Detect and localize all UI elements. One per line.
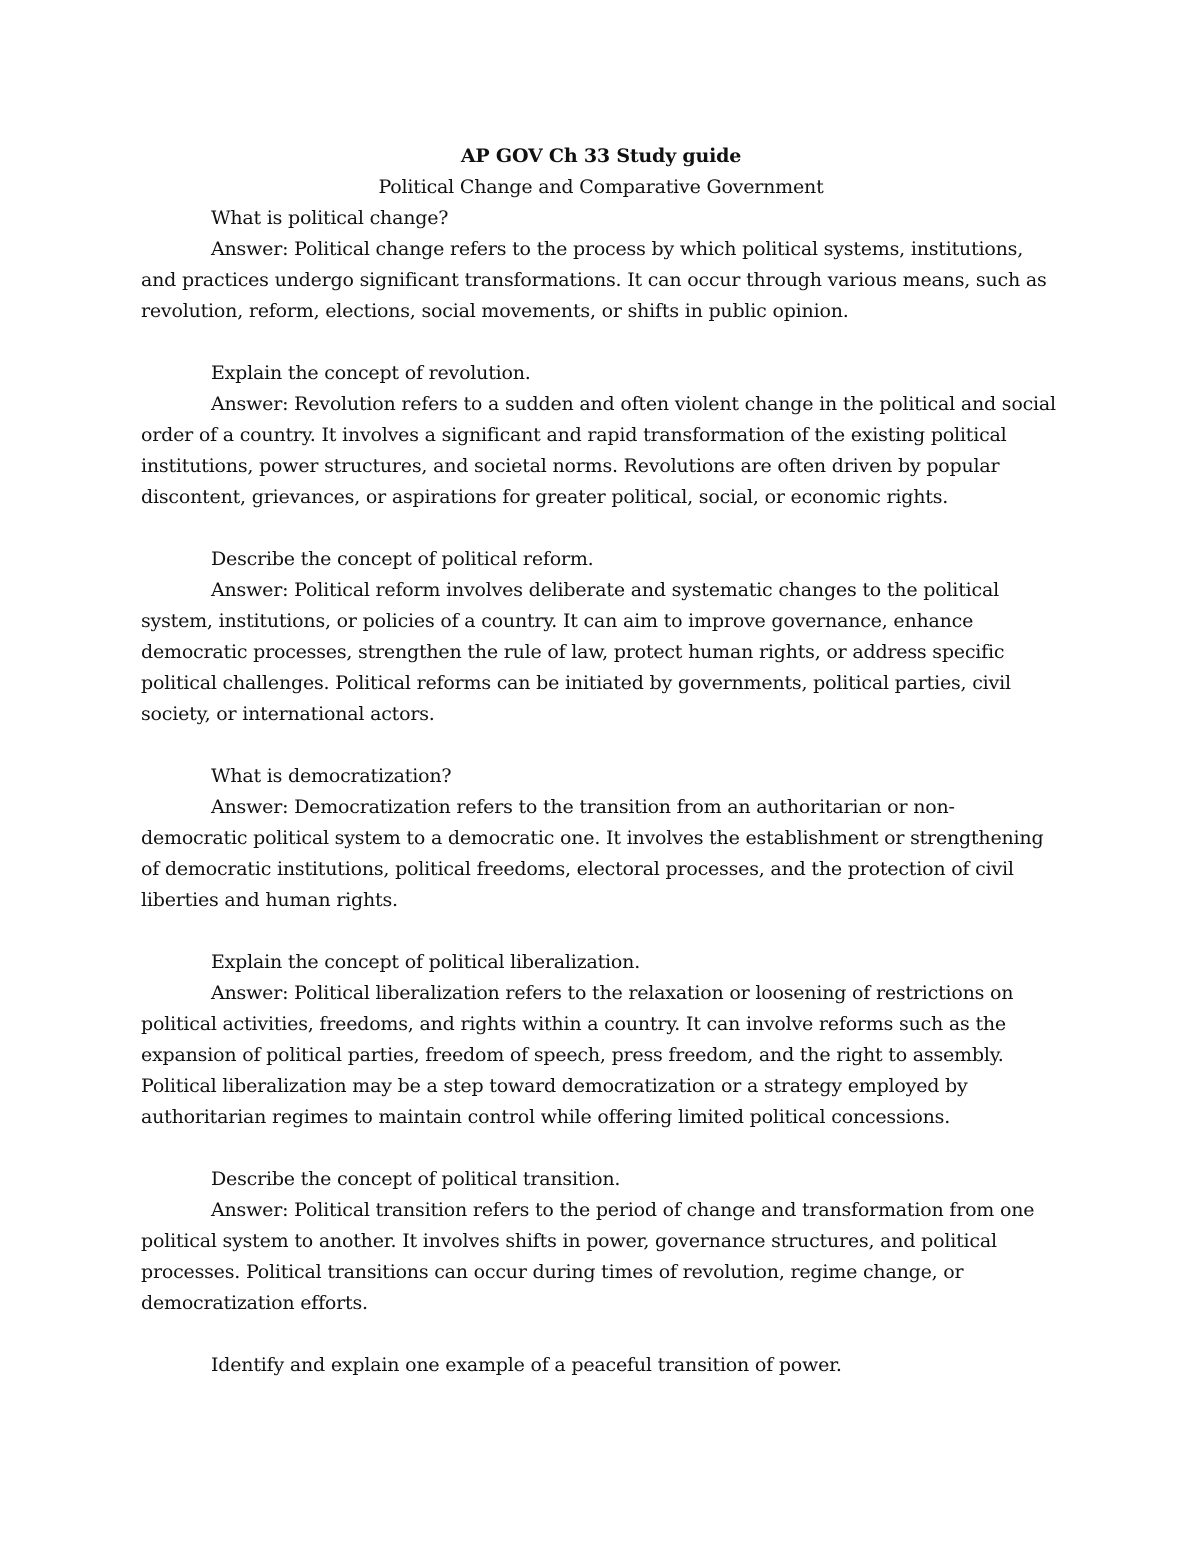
qa-section-1 — [141, 203, 1061, 327]
qa-section-7 — [141, 1350, 1061, 1381]
question-2: Explain the concept of revolution. — [211, 362, 531, 384]
question-4: What is democratization? — [211, 765, 452, 787]
answer-2: Answer: Revolution refers to a sudden and often violent change in the political and social order of a country. It involves a significant and rapid transformation of the existing political institutions, power structures, and societal norms. Revolutions are often driven by popular discontent, grievances, or aspirations for greater political, social, or economic rights. — [141, 393, 1056, 508]
answer-5: Answer: Political liberalization refers to the relaxation or loosening of restrictions on political activities, freedoms, and rights within a country. It can involve reforms such as the expansion of political parties, freedom of speech, press freedom, and the right to assembly. Political liberalization may be a step toward democratization or a strategy employed by authoritarian regimes to maintain control while offering limited political concessions. — [141, 982, 1014, 1128]
question-6: Describe the concept of political transition. — [211, 1168, 621, 1190]
qa-section-2 — [141, 358, 1061, 513]
answer-4: Answer: Democratization refers to the transition from an authoritarian or non-democratic political system to a democratic one. It involves the establishment or strengthening of democratic institutions, political freedoms, electoral processes, and the protection of civil liberties and human rights. — [141, 796, 1044, 911]
document-subtitle: Political Change and Comparative Government — [378, 176, 824, 198]
question-3: Describe the concept of political reform. — [211, 548, 594, 570]
question-1: What is political change? — [211, 207, 449, 229]
qa-section-6 — [141, 1164, 1061, 1319]
document-body — [141, 141, 1061, 1412]
document-title: AP GOV Ch 33 Study guide — [460, 145, 742, 167]
answer-3: Answer: Political reform involves deliberate and systematic changes to the political system, institutions, or policies of a country. It can aim to improve governance, enhance democratic processes, strengthen the rule of law, protect human rights, or address specific political challenges. Political reforms can be initiated by governments, political parties, civil society, or international actors. — [141, 579, 1011, 725]
answer-1: Answer: Political change refers to the process by which political systems, institutions, and practices undergo significant transformations. It can occur through various means, such as revolution, reform, elections, social movements, or shifts in public opinion. — [141, 238, 1047, 322]
qa-section-4 — [141, 761, 1061, 916]
question-5: Explain the concept of political liberalization. — [211, 951, 641, 973]
question-7: Identify and explain one example of a peaceful transition of power. — [211, 1354, 842, 1376]
qa-section-3 — [141, 544, 1061, 730]
qa-section-5 — [141, 947, 1061, 1133]
answer-6: Answer: Political transition refers to the period of change and transformation from one political system to another. It involves shifts in power, governance structures, and political processes. Political transitions can occur during times of revolution, regime change, or democratization efforts. — [141, 1199, 1035, 1314]
